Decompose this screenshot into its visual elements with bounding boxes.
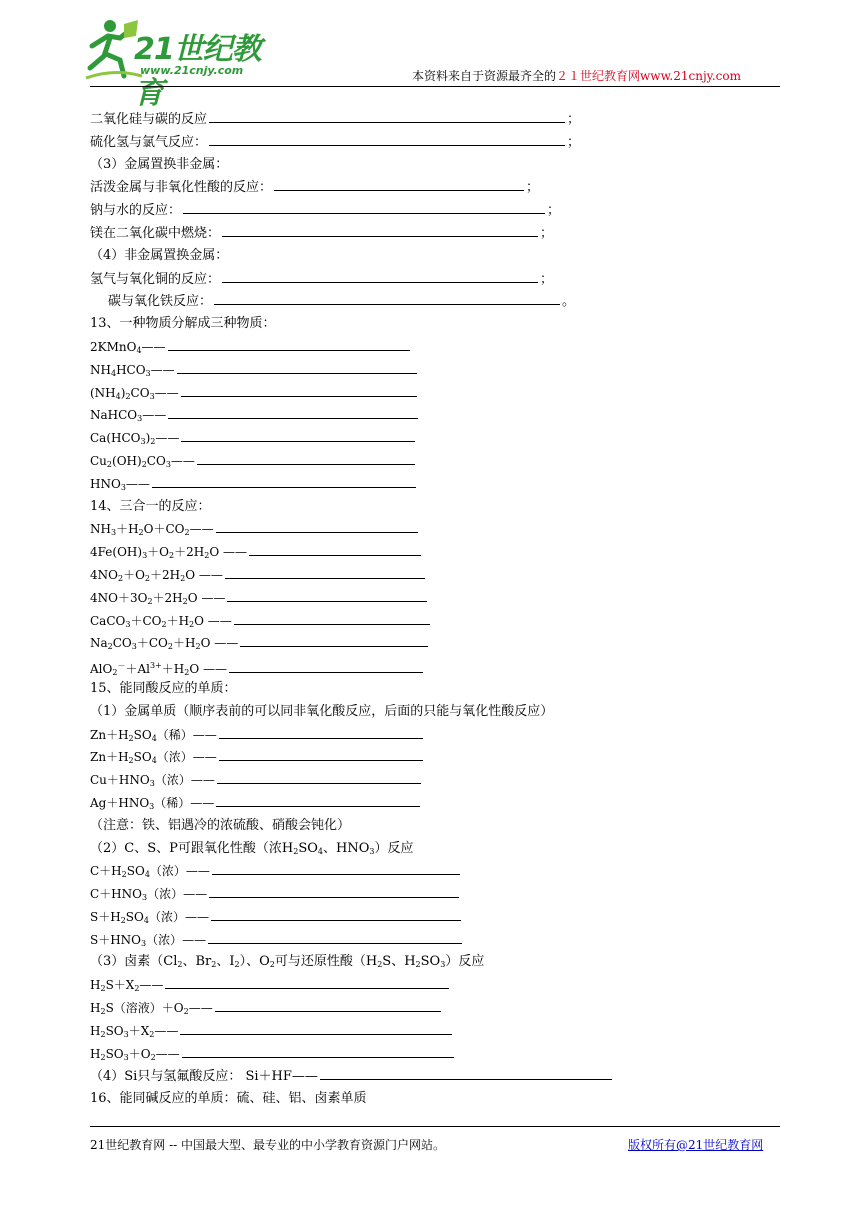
source-site: ２１世纪教育网 (556, 69, 641, 83)
answer-blank[interactable] (222, 268, 538, 283)
formula-nh4hco3: $NH_4HCO_3——$ (90, 359, 780, 382)
formula-h2s-o2: $H_2S$（溶液）$+O_2——$ (90, 997, 780, 1020)
line-3: （3）金属置换非金属： (90, 156, 229, 172)
line-4: 活泼金属与非氧化性酸的反应： ； (90, 176, 780, 199)
formula-4no2: $4NO_2+O_2+2H_2O$ —— (90, 564, 780, 587)
line-5: 钠与水的反应： ； (90, 199, 780, 222)
formula-feoh3: $4Fe(OH)_3+O_2+2H_2O$ —— (90, 541, 780, 564)
formula-4no: $4NO+3O_2+2H_2O$ —— (90, 587, 780, 610)
footer-text: 21世纪教育网 -- 中国最大型、最专业的中小学教育资源门户网站。 (90, 1138, 446, 1152)
document-body (90, 108, 780, 1111)
line-33: （2）C、S、P可跟氧化性酸（浓$H_2SO_4$、$HNO_3$）反应 (90, 840, 414, 856)
header-source: 本资料来自于资源最齐全的２１世纪教育网www.21cnjy.com (412, 69, 741, 83)
line-10: 13、一种物质分解成三种物质： (90, 316, 276, 332)
formula-h2so3-x2: $H_2SO_3+X_2——$ (90, 1020, 780, 1043)
answer-blank[interactable] (320, 1065, 612, 1080)
site-logo (84, 16, 284, 111)
formula-c-h2so4: $C+H_2SO_4$（浓）—— (90, 860, 780, 883)
line-43: （4）Si只与氢氟酸反应： Si＋HF—— (90, 1065, 780, 1088)
line-1: 二氧化硅与碳的反应 ； (90, 108, 780, 131)
formula-kmno4: 2KMnO$_4$—— (90, 336, 780, 359)
answer-blank[interactable] (274, 176, 524, 191)
source-url[interactable]: www.21cnjy.com (640, 69, 741, 83)
line-44: 16、能同碱反应的单质：硫、硅、铝、卤素单质 (90, 1091, 367, 1107)
answer-blank[interactable] (214, 290, 560, 305)
line-27: （1）金属单质（顺序表前的可以同非氧化酸反应，后面的只能与氧化性酸反应） (90, 703, 554, 719)
line-2: 硫化氢与氯气反应： ； (90, 131, 780, 154)
formula-cahco32: $Ca(HCO_3)_2——$ (90, 427, 780, 450)
line-9: 碳与氧化铁反应： 。 (90, 290, 780, 313)
header-divider (90, 86, 780, 87)
footer-copyright-link[interactable]: 版权所有@21世纪教育网 (628, 1138, 764, 1152)
formula-na2co3: $Na_2CO_3+CO_2+H_2O$ —— (90, 632, 780, 655)
logo-url: www.21cnjy.com (140, 64, 244, 77)
answer-blank[interactable] (209, 108, 565, 123)
answer-blank[interactable] (222, 222, 538, 237)
answer-blank[interactable] (209, 131, 565, 146)
formula-caco3: $CaCO_3+CO_2+H_2O$ —— (90, 610, 780, 633)
formula-c-hno3: $C+HNO_3$（浓）—— (90, 883, 780, 906)
answer-blank[interactable] (183, 199, 545, 214)
formula-cu2oh2co3: $Cu_2(OH)_2CO_3——$ (90, 450, 780, 473)
page-header (0, 0, 860, 111)
line-38: （3）卤素（$Cl_2$、$Br_2$、$I_2$）、$O_2$可与还原性酸（$H_2S$、$H_2SO_3$）反应 (90, 954, 485, 970)
footer-divider (90, 1126, 780, 1127)
logo-title: 21世纪教育 (134, 32, 261, 111)
line-32: （注意：铁、铝遇冷的浓硫酸、硝酸会钝化） (90, 817, 351, 833)
line-26: 15、能同酸反应的单质： (90, 680, 237, 696)
formula-s-h2so4: $S+H_2SO_4$（浓）—— (90, 906, 780, 929)
line-8: 氢气与氧化铜的反应： ； (90, 268, 780, 291)
formula-nh42co3: $(NH_4)_2CO_3——$ (90, 382, 780, 405)
formula-h2so3-o2: $H_2SO_3+O_2——$ (90, 1043, 780, 1066)
formula-ag-hno3: $Ag+HNO_3$（稀）—— (90, 792, 780, 815)
formula-s-hno3: $S+HNO_3$（浓）—— (90, 929, 780, 952)
formula-h2s-x2: $H_2S+X_2——$ (90, 974, 780, 997)
formula-alo2: $AlO_2^-+Al^{3+}+H_2O$ —— (90, 655, 780, 678)
line-6: 镁在二氧化碳中燃烧： ； (90, 222, 780, 245)
formula-zn-dilute: $Zn+H_2SO_4$（稀）—— (90, 724, 780, 747)
formula-cu-hno3: $Cu+HNO_3$（浓）—— (90, 769, 780, 792)
formula-zn-conc: $Zn+H_2SO_4$（浓）—— (90, 746, 780, 769)
line-18: 14、三合一的反应： (90, 498, 211, 514)
line-7: （4）非金属置换金属： (90, 247, 229, 263)
formula-nh3-h2o-co2: $NH_3+H_2O+CO_2——$ (90, 518, 780, 541)
formula-nahco3: NaHCO$_3$—— (90, 404, 780, 427)
formula-hno3: $HNO_3——$ (90, 473, 780, 496)
